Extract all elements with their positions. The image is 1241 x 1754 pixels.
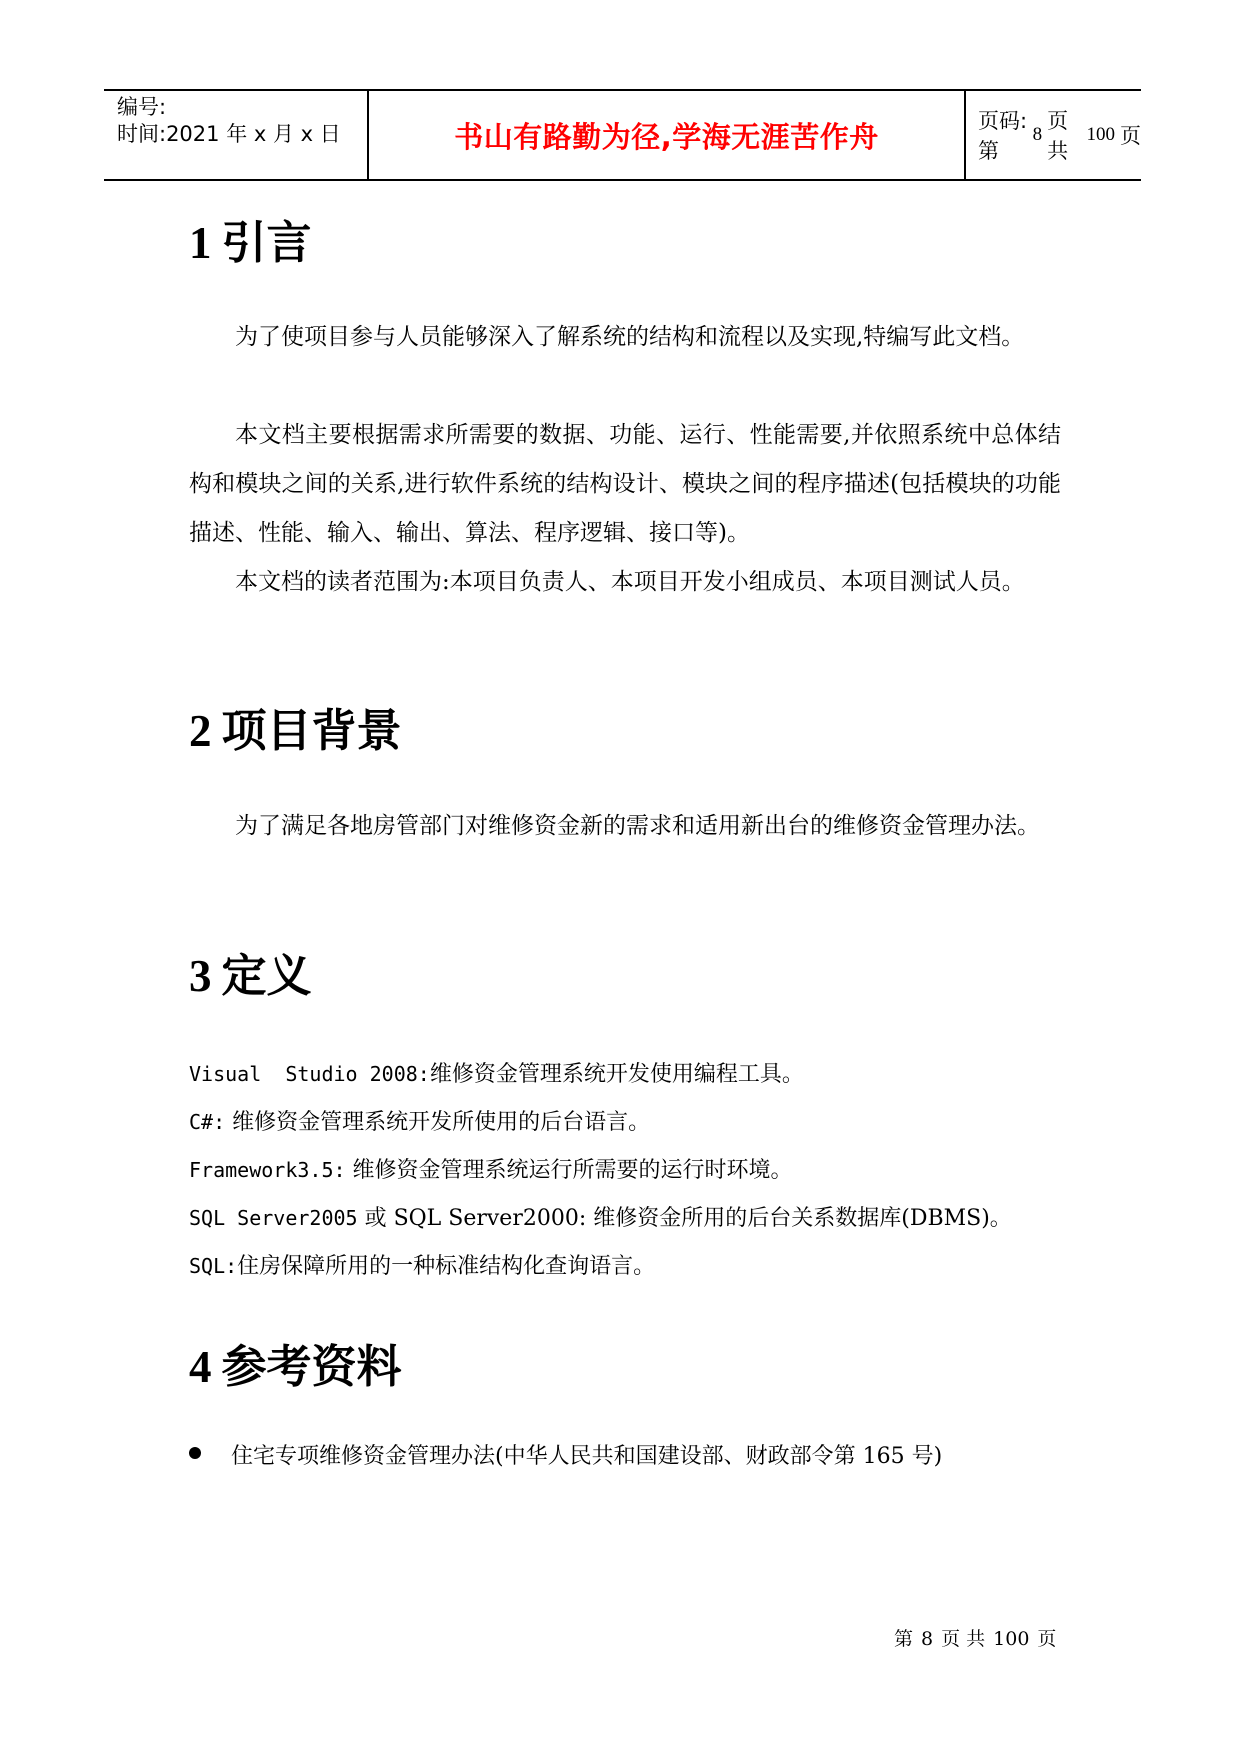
definition-term: Visual Studio 2008: bbox=[189, 1062, 430, 1086]
footer-prefix: 第 bbox=[894, 1628, 914, 1650]
definition-line bbox=[189, 1107, 650, 1138]
definition-desc: 维修资金管理系统开发所使用的后台语言。 bbox=[225, 1110, 651, 1135]
section-number: 1 bbox=[189, 218, 212, 268]
footer-page-total: 100 bbox=[993, 1628, 1030, 1650]
header-page-total: 100 bbox=[1086, 124, 1115, 145]
definition-line bbox=[189, 1059, 804, 1090]
page-footer bbox=[890, 1624, 1060, 1651]
definition-desc: 维修资金管理系统运行所需要的运行时环境。 bbox=[345, 1158, 793, 1183]
paragraph: 本文档的读者范围为:本项目负责人、本项目开发小组成员、本项目测试人员。 bbox=[235, 569, 1025, 595]
section-title: 定义 bbox=[221, 949, 312, 1002]
section-heading-background bbox=[189, 703, 402, 759]
header-meta bbox=[104, 91, 369, 179]
section-number: 2 bbox=[189, 706, 212, 756]
page-header bbox=[104, 89, 1141, 181]
document-number-label: 编号: bbox=[117, 95, 167, 119]
header-page-number bbox=[966, 91, 1141, 179]
definition-term: SQL Server2005 bbox=[189, 1206, 358, 1230]
section-title: 项目背景 bbox=[221, 704, 402, 757]
header-motto-cell bbox=[369, 91, 966, 179]
paragraph: 为了满足各地房管部门对维修资金新的需求和适用新出台的维修资金管理办法。 bbox=[235, 813, 1040, 839]
header-motto: 书山有路勤为径,学海无涯苦作舟 bbox=[454, 119, 879, 154]
definition-desc: 维修资金管理系统开发使用编程工具。 bbox=[429, 1062, 804, 1087]
reference-text: 住宅专项维修资金管理办法(中华人民共和国建设部、财政部令第 165 号) bbox=[231, 1444, 943, 1469]
paragraph: 为了使项目参与人员能够深入了解系统的结构和流程以及实现,特编写此文档。 bbox=[235, 324, 1025, 350]
definition-desc: 住房保障所用的一种标准结构化查询语言。 bbox=[237, 1254, 656, 1279]
definition-term: Framework3.5: bbox=[189, 1158, 346, 1182]
section-heading-definitions bbox=[189, 948, 312, 1004]
section-number: 3 bbox=[189, 951, 212, 1001]
section-heading-introduction bbox=[189, 215, 312, 271]
section-number: 4 bbox=[189, 1342, 212, 1392]
header-page-current: 8 bbox=[1032, 124, 1043, 145]
footer-suffix: 页 bbox=[1037, 1628, 1057, 1650]
definition-line bbox=[189, 1251, 655, 1282]
section-heading-references bbox=[189, 1339, 402, 1395]
footer-mid: 页 共 bbox=[941, 1628, 986, 1650]
header-page-mid: 页 共 bbox=[1047, 109, 1069, 163]
header-page-suffix: 页 bbox=[1120, 124, 1141, 148]
section-title: 参考资料 bbox=[221, 1340, 402, 1393]
document-time-label: 时间:2021 年 x 月 x 日 bbox=[117, 122, 341, 146]
footer-page-current: 8 bbox=[921, 1628, 934, 1650]
paragraph: 本文档主要根据需求所需要的数据、功能、运行、性能需要,并依照系统中总体结构和模块之间的关系,进行软件系统的结构设计、模块之间的程序描述(包括模块的功能描述、性能、输入、输出、算法、程序逻辑、接口等)。 bbox=[189, 422, 1061, 546]
definition-term: SQL: bbox=[189, 1254, 238, 1278]
definition-desc: 或 SQL Server2000: 维修资金所用的后台关系数据库(DBMS)。 bbox=[357, 1206, 1012, 1231]
definition-term: C#: bbox=[189, 1110, 226, 1134]
definition-line bbox=[189, 1155, 793, 1186]
reference-list-item bbox=[189, 1441, 942, 1473]
definition-line bbox=[189, 1203, 1012, 1234]
header-page-prefix: 页码:第 bbox=[978, 109, 1028, 163]
section-title: 引言 bbox=[221, 216, 312, 269]
bullet-icon bbox=[189, 1447, 201, 1459]
